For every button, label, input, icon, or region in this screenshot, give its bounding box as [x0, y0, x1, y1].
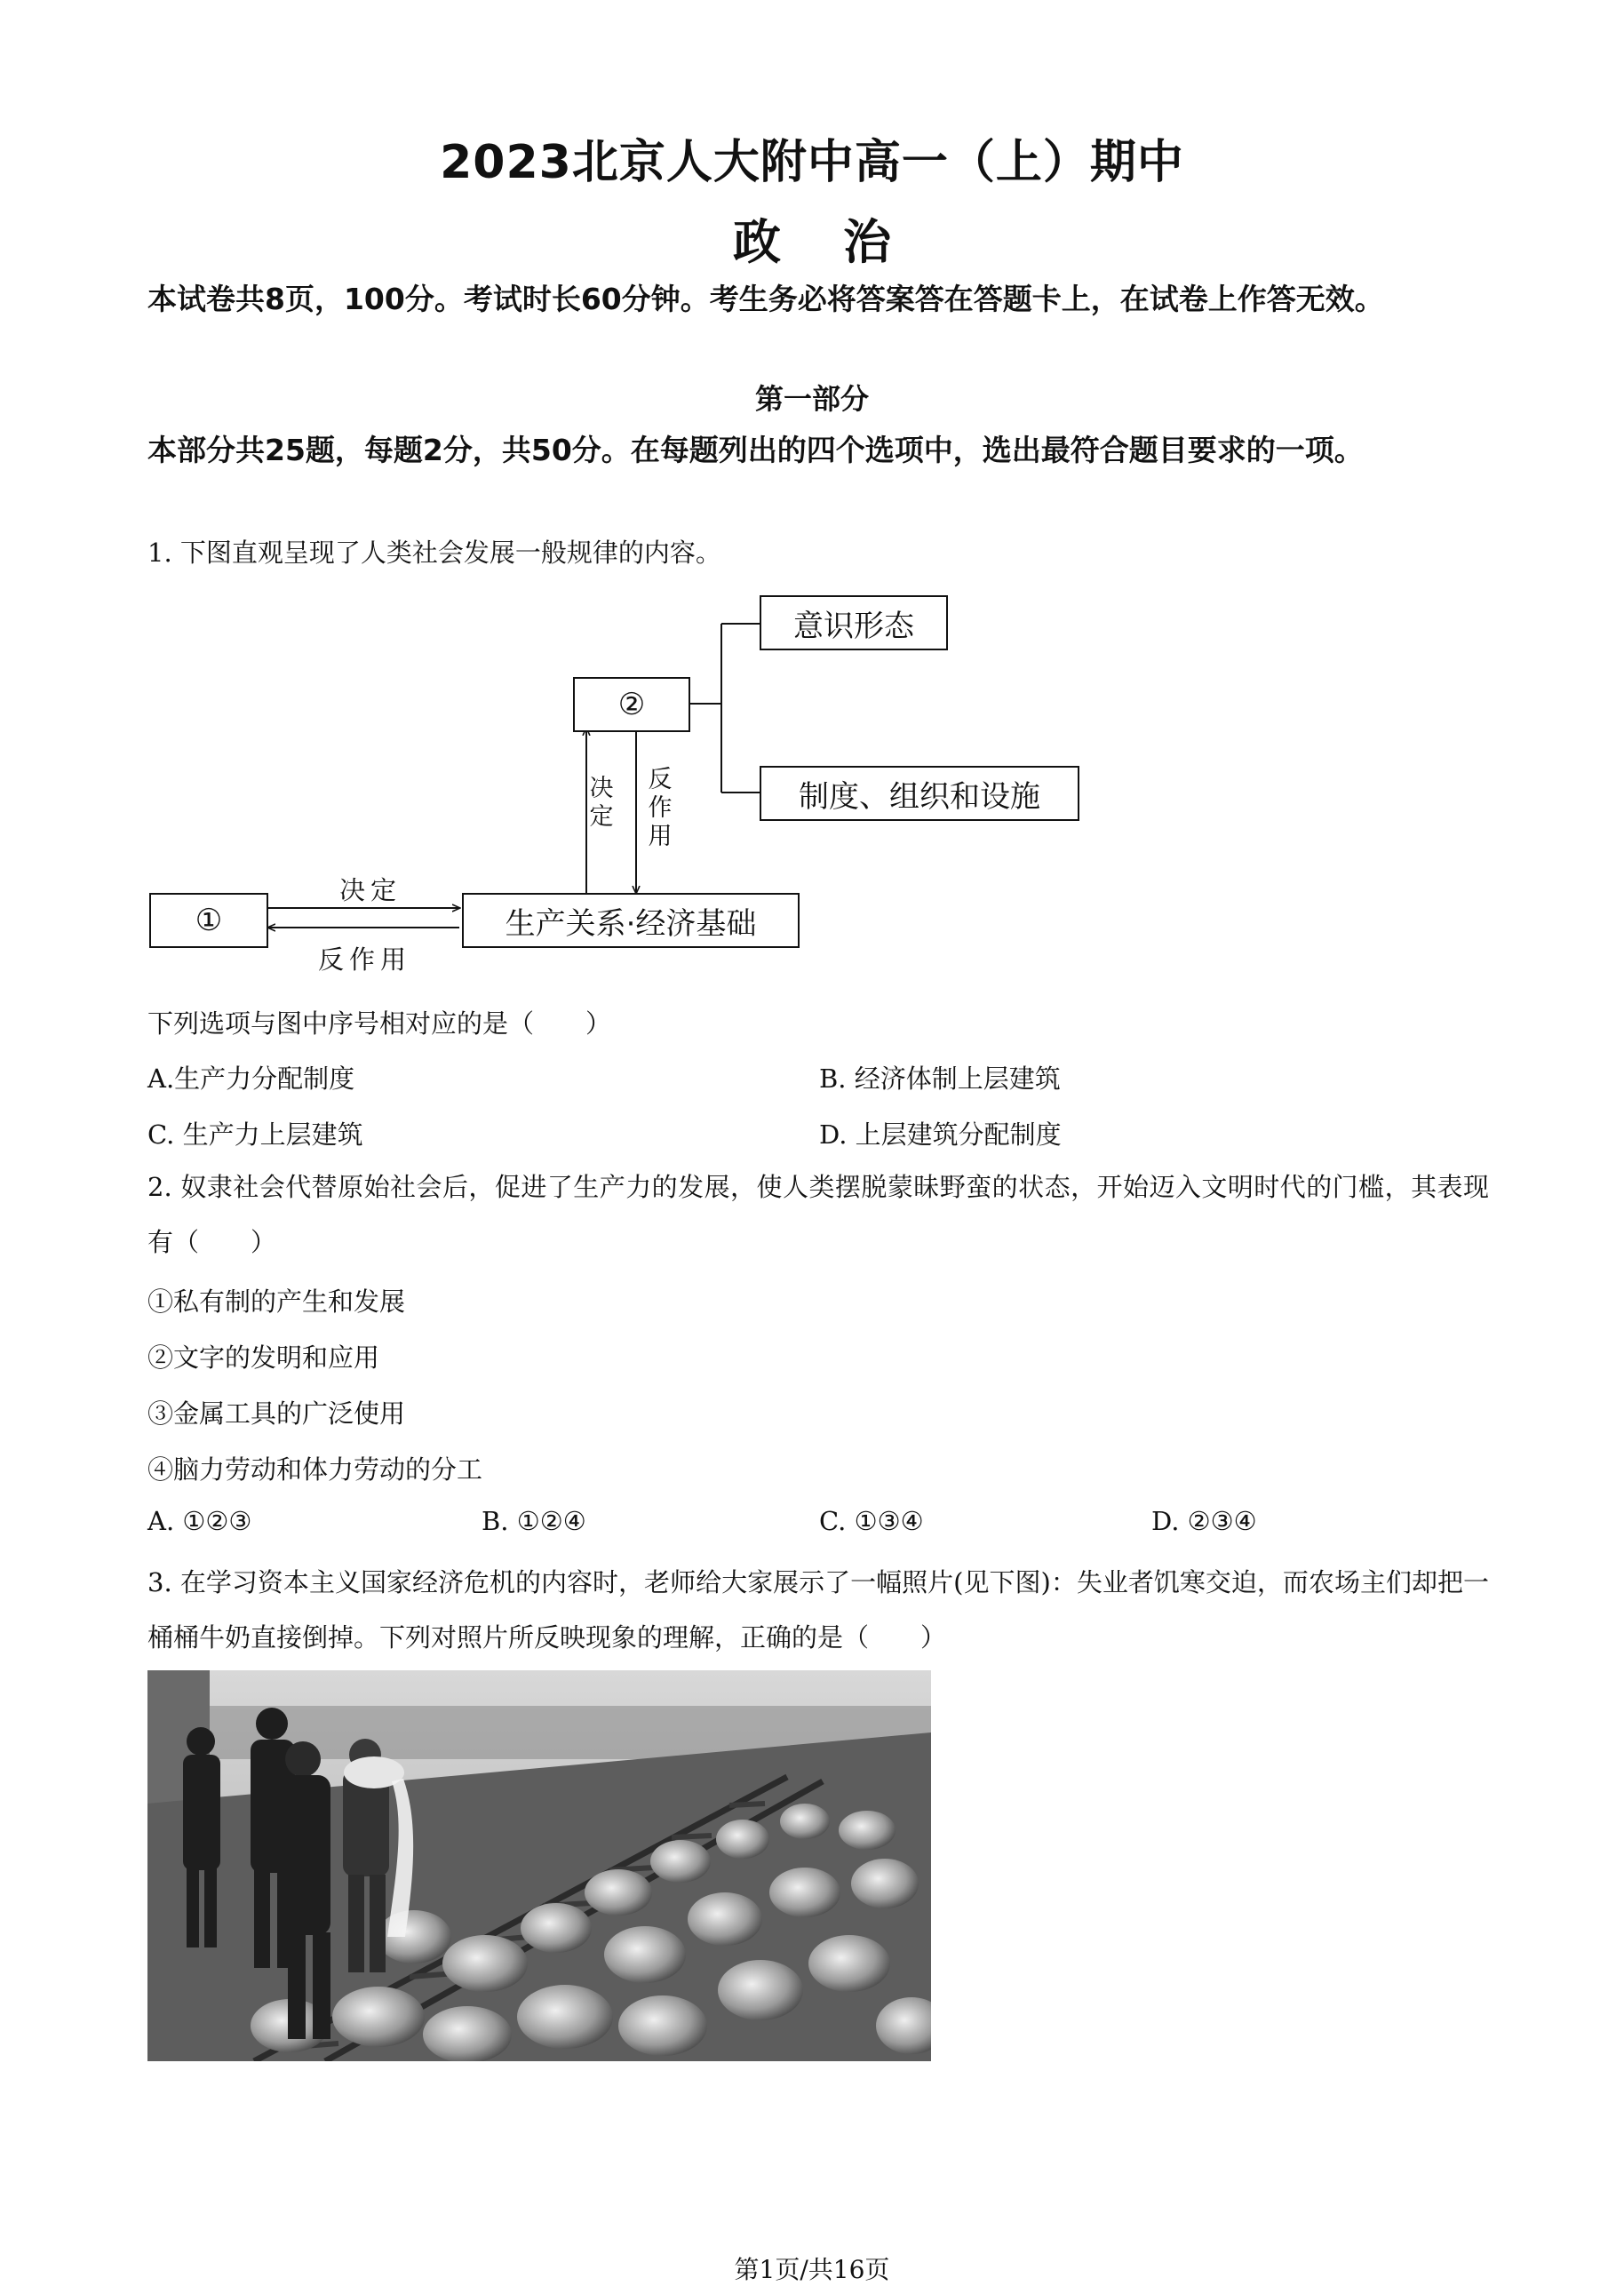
- q1-option-c: C. 生产力上层建筑: [147, 1119, 363, 1150]
- subject-title: 政治: [733, 214, 953, 270]
- box-blank-1: ①: [149, 893, 268, 948]
- label-decide-horizontal: 决定: [339, 875, 402, 905]
- q1-option-a: A.生产力分配制度: [147, 1063, 355, 1094]
- label-react-horizontal: 反作用: [318, 944, 412, 975]
- page-title: 2023北京人大附中高一（上）期中: [440, 136, 1184, 189]
- box-economic-base: 生产关系·经济基础: [462, 893, 800, 948]
- q2-item-2: ②文字的发明和应用: [147, 1342, 380, 1373]
- question-3-stem: 3. 在学习资本主义国家经济危机的内容时，老师给大家展示了一幅照片(见下图)：失业者饥寒交迫，而农场主们却把一桶桶牛奶直接倒掉。下列对照片所反映现象的理解，正确的是（ ）: [147, 1567, 1489, 1653]
- question-2-stem: 2. 奴隶社会代替原始社会后，促进了生产力的发展，使人类摆脱蒙昧野蛮的状态，开始迈入文明时代的门槛，其表现有（ ）: [147, 1172, 1489, 1257]
- q1-option-b: B. 经济体制上层建筑: [819, 1063, 1061, 1094]
- label-react-vertical: 反 作 用: [648, 766, 673, 850]
- question-1-stem: 1. 下图直观呈现了人类社会发展一般规律的内容。: [147, 538, 721, 568]
- q2-item-1: ①私有制的产生和发展: [147, 1286, 406, 1317]
- q1-option-d: D. 上层建筑分配制度: [819, 1119, 1062, 1150]
- q1-diagram: [142, 577, 1084, 975]
- part-title: 第一部分: [754, 382, 869, 416]
- q2-item-4: ④脑力劳动和体力劳动的分工: [147, 1454, 483, 1485]
- q2-item-3: ③金属工具的广泛使用: [147, 1398, 406, 1429]
- exam-intro: 本试卷共8页，100分。考试时长60分钟。考生务必将答案答在答题卡上，在试卷上作答无效。: [147, 282, 1384, 316]
- q2-option-d: D. ②③④: [1151, 1506, 1257, 1536]
- box-blank-2: ②: [573, 677, 690, 732]
- question-1-prompt: 下列选项与图中序号相对应的是（ ）: [147, 1008, 612, 1039]
- q2-option-b: B. ①②④: [482, 1506, 586, 1536]
- box-ideology: 意识形态: [760, 595, 948, 650]
- q2-option-a: A. ①②③: [147, 1506, 252, 1536]
- page-footer: 第1页/共16页: [734, 2255, 890, 2284]
- label-decide-vertical: 决 定: [589, 775, 614, 831]
- milk-dumping-photo: [147, 1670, 931, 2061]
- q2-option-c: C. ①③④: [819, 1506, 924, 1536]
- box-institutions: 制度、组织和设施: [760, 766, 1079, 821]
- part-instructions: 本部分共25题，每题2分，共50分。在每题列出的四个选项中，选出最符合题目要求的一项。: [147, 433, 1364, 467]
- photo-illustration: [147, 1670, 931, 2061]
